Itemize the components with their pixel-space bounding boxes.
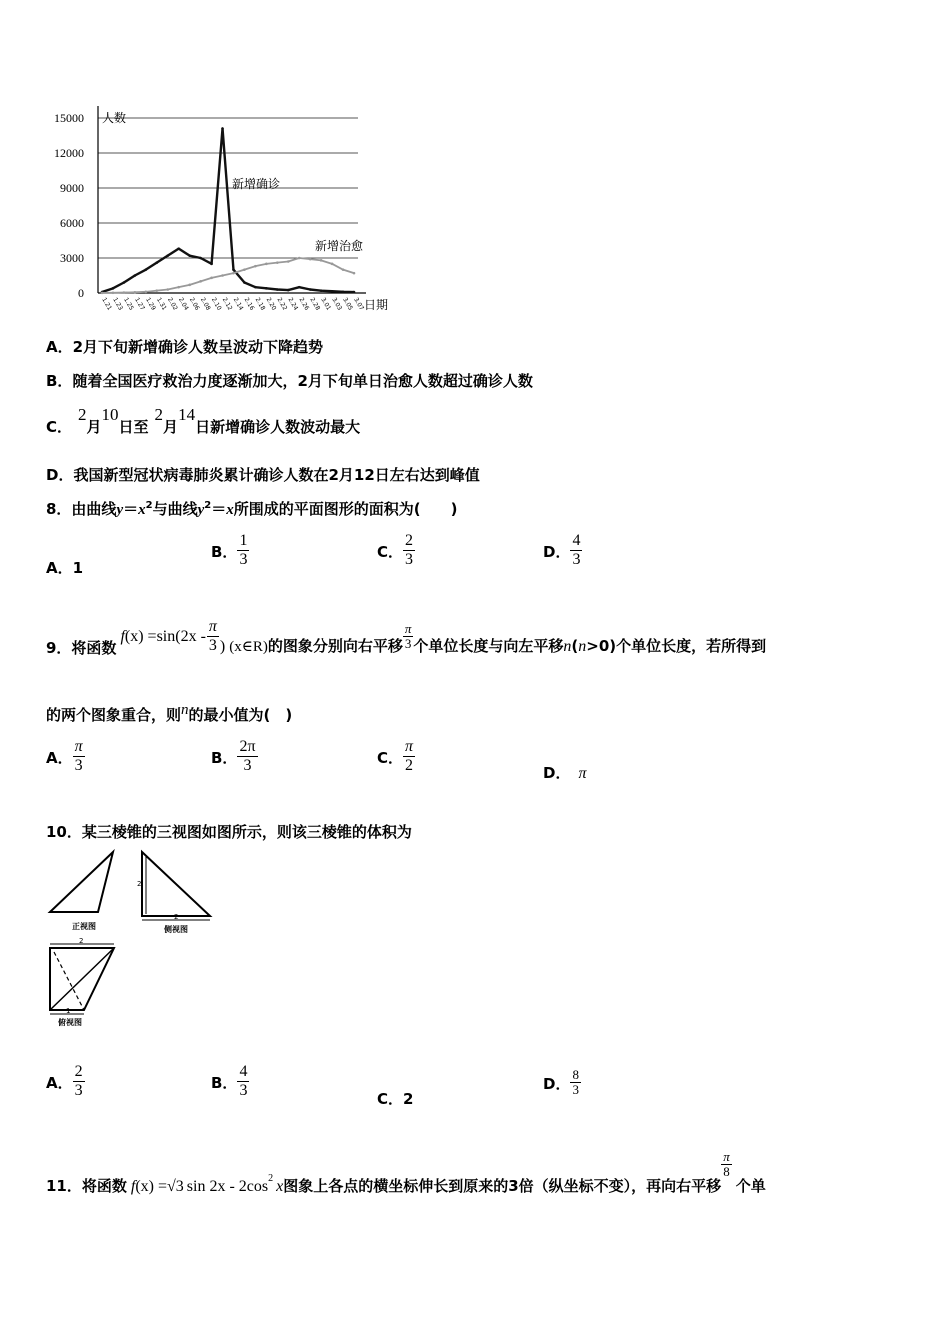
fraction: $\frac{4}{3}$ [239, 1063, 248, 1099]
option-label: A． [46, 338, 73, 356]
y-axis-title: 人数 [102, 111, 127, 125]
q11-stem: 11．将函数 f(x) =√3 $\sin 2x - 2\cos^2$ x图象上各点的横坐标伸长到原来的3倍（纵坐标不变），再向右平移 $\frac{\pi}{8}$ 个单 [46, 1149, 766, 1195]
data-point [287, 289, 290, 292]
front-view-triangle [50, 852, 113, 912]
q8-stem: 8．由曲线$y=x^2$与曲线$y^2=x$所围成的平面图形的面积为( ) [46, 500, 458, 518]
series-label-2: 新增治愈 [315, 239, 364, 253]
data-point [199, 257, 202, 260]
data-point [210, 277, 213, 280]
data-point [298, 286, 301, 289]
data-point [254, 265, 257, 268]
front-view-label: 正视图 [72, 922, 96, 931]
x-tick-label: 1.31 [155, 296, 168, 312]
option-text: 我国新型冠状病毒肺炎累计确诊人数在2月12日左右达到峰值 [73, 466, 480, 484]
data-point [155, 289, 158, 292]
fraction: $\frac{2}{3}$ [405, 532, 414, 568]
q9-stem-line2: 的两个图象重合，则$^n$的最小值为( ) [46, 702, 293, 724]
fraction: $\frac{2}{3}$ [74, 1063, 83, 1099]
q7-option-d [46, 464, 480, 485]
data-point [276, 288, 279, 291]
data-point [320, 289, 323, 292]
q10-option-c: C．2 [377, 1090, 414, 1108]
data-point [123, 281, 126, 284]
x-tick-label: 2.24 [286, 296, 300, 312]
q10-option-a: A． $\frac{2}{3}$ [46, 1063, 83, 1099]
x-tick-label: 3.05 [341, 296, 355, 312]
data-point [145, 291, 148, 294]
q8-option-c: C． $\frac{2}{3}$ [377, 532, 414, 568]
chart [40, 100, 390, 325]
x-tick-label: 2.06 [187, 296, 201, 312]
data-point [265, 263, 268, 266]
data-point [232, 272, 235, 275]
q8-option-a: A．1 [46, 559, 84, 577]
option-label: D． [46, 466, 74, 484]
x-tick-label: 2.08 [198, 296, 212, 312]
x-axis-title: 日期 [364, 298, 389, 312]
top-width-label: 2 [79, 937, 84, 945]
data-point [188, 254, 191, 257]
x-tick-label: 2.20 [264, 296, 278, 312]
data-point [287, 260, 290, 263]
data-point [199, 280, 202, 283]
top-bottom-label: 1 [66, 1007, 71, 1015]
data-point [210, 263, 213, 266]
side-view-triangle [142, 852, 210, 916]
data-point [276, 261, 279, 264]
x-tick-label: 2.22 [275, 296, 289, 312]
data-point [221, 274, 224, 277]
q7-option-c: C．2月10日至2月14日新增确诊人数波动最大 [46, 405, 361, 436]
fraction: $\frac{8}{3}$ [572, 1067, 579, 1097]
q8-option-b: B． $\frac{1}{3}$ [211, 532, 248, 568]
x-tick-label: 1.29 [144, 296, 157, 312]
q9-stem-line1: 9．将函数f(x) =sin(2x - $\frac{\pi}{3}$ ) (x∈R)的图象分别向右平移 $\frac{\pi}{3}$ 个单位长度与向左平移n(n>0)个单位长度，若所得到 [46, 618, 767, 657]
x-tick-label: 3.01 [319, 296, 333, 312]
q10-stem: 10．某三棱锥的三视图如图所示，则该三棱锥的体积为 [46, 823, 412, 841]
x-tick-label: 1.21 [100, 296, 114, 312]
x-tick-label: 2.12 [220, 296, 234, 312]
data-point [123, 291, 126, 294]
x-tick-label: 2.26 [297, 296, 311, 312]
option-label: B． [46, 372, 73, 390]
q10-option-d: D． $\frac{8}{3}$ [543, 1067, 579, 1097]
y-tick-label: 0 [78, 286, 84, 300]
side-width-label: 2 [174, 913, 179, 921]
fraction: $\frac{2\pi}{3}$ [239, 738, 256, 774]
data-point [177, 247, 180, 250]
data-point [145, 268, 148, 271]
q8-option-d: D． $\frac{4}{3}$ [543, 532, 581, 568]
x-tick-label: 1.23 [111, 296, 124, 312]
data-point [298, 257, 301, 260]
data-point [101, 292, 104, 295]
series-label-1: 新增确诊 [232, 177, 281, 191]
fraction: $\frac{1}{3}$ [239, 532, 248, 568]
y-tick-label: 6000 [60, 216, 84, 230]
x-tick-label: 2.14 [231, 296, 245, 312]
data-point [188, 284, 191, 287]
data-point [331, 263, 334, 266]
data-point [221, 127, 224, 130]
x-tick-label: 2.02 [166, 296, 179, 312]
q7-option-a [46, 336, 323, 357]
q10-option-b: B． $\frac{4}{3}$ [211, 1063, 248, 1099]
data-point [254, 286, 257, 289]
data-point [320, 259, 323, 262]
q7-option-b [46, 370, 533, 391]
x-tick-label: 1.27 [133, 296, 146, 312]
option-text: 随着全国医疗救治力度逐渐加大，2月下旬单日治愈人数超过确诊人数 [72, 372, 533, 390]
y-tick-label: 12000 [54, 146, 84, 160]
data-point [112, 291, 115, 294]
data-point [342, 268, 345, 271]
q9-option-d: D． π [543, 764, 587, 782]
fraction: $\frac{4}{3}$ [572, 532, 581, 568]
x-tick-label: 2.10 [209, 296, 223, 312]
data-point [243, 268, 246, 271]
y-tick-label: 3000 [60, 251, 84, 265]
data-point [232, 268, 235, 271]
three-view-figure [44, 848, 224, 1033]
x-tick-label: 3.03 [330, 296, 344, 312]
q9-option-b: B． $\frac{2\pi}{3}$ [211, 738, 256, 774]
side-view-label: 侧视图 [164, 925, 188, 934]
x-tick-label: 2.28 [308, 296, 322, 312]
option-label: C． [46, 418, 73, 436]
data-point [309, 258, 312, 261]
q9-option-a: A． $\frac{\pi}{3}$ [46, 738, 83, 774]
data-point [243, 281, 246, 284]
side-height-label: 2 [137, 880, 142, 888]
x-tick-label: 2.18 [253, 296, 267, 312]
x-tick-label: 2.16 [242, 296, 256, 312]
data-point [353, 291, 356, 294]
top-view-label: 俯视图 [58, 1018, 82, 1027]
q9-option-c: C． $\frac{\pi}{2}$ [377, 738, 414, 774]
data-point [331, 290, 334, 293]
data-point [166, 254, 169, 257]
fraction: $\frac{\pi}{2}$ [405, 738, 414, 774]
option-text: 2月下旬新增确诊人数呈波动下降趋势 [72, 338, 324, 356]
data-point [353, 272, 356, 275]
x-tick-label: 3.07 [352, 296, 366, 312]
data-point [155, 261, 158, 264]
data-point [134, 274, 137, 277]
x-tick-label: 2.04 [176, 296, 190, 312]
data-point [342, 291, 345, 294]
fraction: $\frac{\pi}{3}$ [74, 738, 83, 774]
data-point [265, 287, 268, 290]
data-point [134, 291, 137, 294]
data-point [309, 288, 312, 291]
x-tick-label: 1.25 [122, 296, 135, 312]
data-point [177, 286, 180, 289]
data-point [112, 287, 115, 290]
series-line-2 [102, 258, 354, 293]
y-tick-label: 15000 [54, 111, 84, 125]
data-point [166, 288, 169, 291]
y-tick-label: 9000 [60, 181, 84, 195]
